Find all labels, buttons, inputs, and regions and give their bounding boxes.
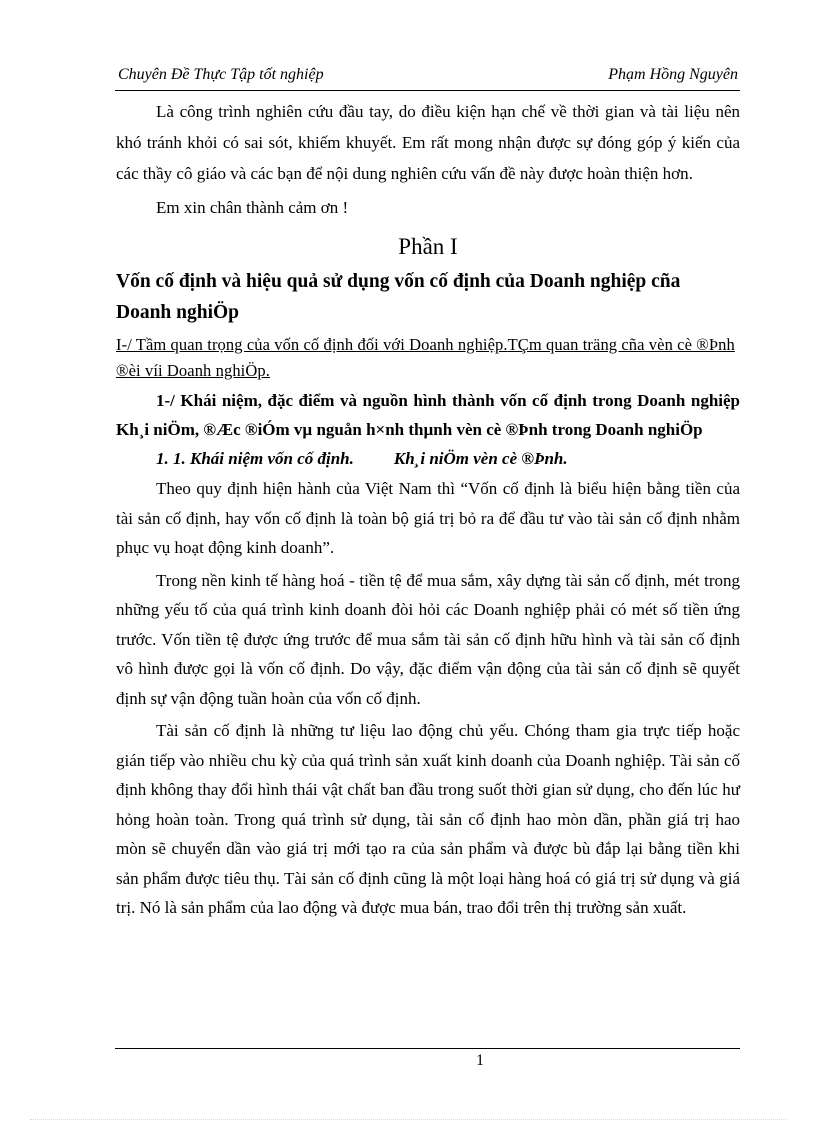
page-bottom-dotted-edge bbox=[30, 1119, 786, 1120]
paragraph-definition: Theo quy định hiện hành của Việt Nam thì “Vốn cố định là biểu hiện bằng tiền của tài sản cố định, hay vốn cố định là toàn bộ giá trị bỏ ra để đầu tư vào tài sản cố định nhằm phục vụ hoạt động kinh doanh”. bbox=[116, 479, 740, 557]
section-heading-1-1-1-legacy-text: Kh¸i niÖm vèn cè ®Þnh. bbox=[393, 449, 568, 468]
part-heading: Phần I bbox=[398, 234, 458, 259]
section-heading-1-1-1 bbox=[116, 444, 740, 474]
document-body bbox=[116, 96, 740, 923]
page-header bbox=[115, 64, 740, 91]
paragraph-thanks: Em xin chân thành cảm ơn ! bbox=[156, 198, 349, 217]
section-heading-1-1: 1-/ Khái niệm, đặc điểm và nguồn hình thành vốn cố định trong Doanh nghiệp Kh¸i niÖm, ®Æc ®iÓm vµ nguån h×nh thµnh vèn cè ®Þnh trong Doanh nghiÖp bbox=[116, 391, 740, 439]
page-number: 1 bbox=[476, 1052, 484, 1069]
paragraph-market-economy: Trong nền kinh tế hàng hoá - tiền tệ để mua sắm, xây dựng tài sản cố định, mét trong những yếu tố của quá trình kinh doanh đòi hỏi các Doanh nghiệp phải có mét số tiền ứng trước. Vốn tiền tệ được ứng trước để mua sắm tài sản cố định hữu hình và tài sản cố định vô hình được gọi là vốn cố định. Do vậy, đặc điểm vận động của tài sản cố định sẽ quyết định sự vận động tuần hoàn của vốn cố định. bbox=[116, 570, 740, 708]
section-heading-1 bbox=[116, 332, 740, 384]
paragraph-intro: Là công trình nghiên cứu đầu tay, do điều kiện hạn chế về thời gian và tài liệu nên khó tránh khỏi có sai sót, khiếm khuyết. Em rất mong nhận được sự đóng góp ý kiến của các thầy cô giáo và các bạn để nội dung nghiên cứu vấn đề này được hoàn thiện hơn. bbox=[116, 102, 740, 183]
chapter-title: Vốn cố định và hiệu quả sử dụng vốn cố định của Doanh nghiệp cña Doanh nghiÖp bbox=[116, 271, 681, 323]
footer-rule bbox=[115, 1048, 740, 1049]
paragraph-fixed-assets: Tài sản cố định là những tư liệu lao động chủ yếu. Chóng tham gia trực tiếp hoặc gián tiếp vào nhiều chu kỳ của quá trình sản xuất kinh doanh của Doanh nghiệp. Tài sản cố định không thay đổi hình thái vật chất ban đầu trong suốt thời gian sử dụng, cho đến lúc hư hỏng hoàn toàn. Trong quá trình sử dụng, tài sản cố định hao mòn dần, phần giá trị hao mòn sẽ chuyển dần vào giá trị mới tạo ra của sản phẩm và được bù đắp lại bằng tiền khi sản phẩm được tiêu thụ. Tài sản cố định cũng là một loại hàng hoá có giá trị sử dụng và giá trị. Nó là sản phẩm của lao động và được mua bán, trao đổi trên thị trường sản xuất. bbox=[116, 721, 740, 917]
section-heading-1-1-1-text: 1. 1. Khái niệm vốn cố định. bbox=[156, 449, 354, 468]
section-heading-1-text: I-/ Tầm quan trọng của vốn cố định đối với Doanh nghiệp. bbox=[116, 335, 508, 354]
header-author: Phạm Hồng Nguyên bbox=[608, 66, 738, 83]
header-document-title: Chuyên Đề Thực Tập tốt nghiệp bbox=[118, 66, 324, 83]
section-heading-1-legacy-text: TÇm quan träng cña vèn cè ®Þnh ®èi víi Doanh nghiÖp. bbox=[116, 335, 735, 380]
